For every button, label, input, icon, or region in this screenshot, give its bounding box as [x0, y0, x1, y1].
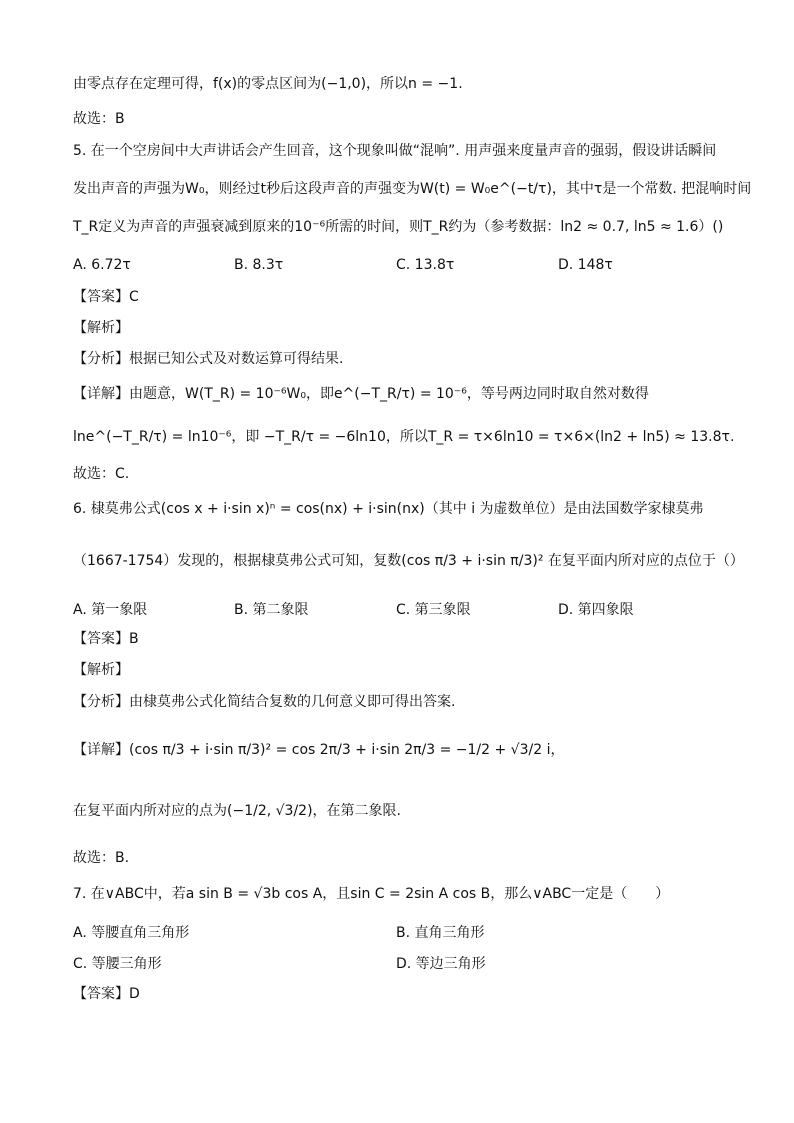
q7-option-d: D. 等边三角形	[396, 956, 486, 972]
q5-option-d: D. 148τ	[558, 257, 613, 273]
q5-detail-2: lne^(−T_R/τ) = ln10⁻⁶，即 −T_R/τ = −6ln10，所以T_R = τ×6ln10 = τ×6×(ln2 + ln5) ≈ 13.8τ.	[73, 429, 735, 445]
q6-option-d: D. 第四象限	[558, 602, 634, 618]
q6-detail: 【详解】(cos π/3 + i·sin π/3)² = cos 2π/3 + i·sin 2π/3 = −1/2 + √3/2 i，	[73, 742, 565, 758]
q6-point: 在复平面内所对应的点为(−1/2, √3/2)，在第二象限.	[73, 803, 401, 819]
line-select-b: 故选：B	[73, 111, 125, 127]
q7-answer: 【答案】D	[73, 986, 140, 1002]
q6-stem-1: 6. 棣莫弗公式(cos x + i·sin x)ⁿ = cos(nx) + i·sin(nx)（其中 i 为虚数单位）是由法国数学家棣莫弗	[73, 501, 704, 517]
q7-option-c: C. 等腰三角形	[73, 956, 162, 972]
q5-option-a: A. 6.72τ	[73, 257, 131, 273]
q5-option-c: C. 13.8τ	[396, 257, 455, 273]
q5-analysis-heading: 【解析】	[73, 320, 129, 336]
q5-detail: 【详解】由题意，W(T_R) = 10⁻⁶W₀，即e^(−T_R/τ) = 10⁻⁶，等号两边同时取自然对数得	[73, 386, 649, 402]
q5-analysis: 【分析】根据已知公式及对数运算可得结果.	[73, 351, 344, 367]
q6-option-b: B. 第二象限	[234, 602, 309, 618]
q7-option-b: B. 直角三角形	[396, 925, 485, 941]
q6-stem-2: （1667-1754）发现的，根据棣莫弗公式可知，复数(cos π/3 + i·sin π/3)² 在复平面内所对应的点位于（）	[73, 553, 744, 569]
q6-answer: 【答案】B	[73, 631, 139, 647]
q6-option-a: A. 第一象限	[73, 602, 148, 618]
line-zero-point: 由零点存在定理可得，f(x)的零点区间为(−1,0)，所以n = −1.	[73, 76, 463, 92]
q5-stem-1: 5. 在一个空房间中大声讲话会产生回音，这个现象叫做“混响”. 用声强来度量声音的强弱，假设讲话瞬间	[73, 143, 717, 159]
q7-option-a: A. 等腰直角三角形	[73, 925, 190, 941]
q7-stem: 7. 在∨ABC中，若a sin B = √3b cos A，且sin C = 2sin A cos B，那么∨ABC一定是（ ）	[73, 886, 670, 902]
q5-stem-3: T_R定义为声音的声强衰减到原来的10⁻⁶所需的时间，则T_R约为（参考数据：ln2 ≈ 0.7, ln5 ≈ 1.6）()	[73, 219, 724, 235]
q5-select: 故选：C.	[73, 466, 130, 482]
q6-option-c: C. 第三象限	[396, 602, 471, 618]
q5-stem-2: 发出声音的声强为W₀，则经过t秒后这段声音的声强变为W(t) = W₀e^(−t/τ)，其中τ是一个常数. 把混响时间	[73, 181, 752, 197]
q6-select: 故选：B.	[73, 850, 130, 866]
q5-answer: 【答案】C	[73, 289, 139, 305]
q6-analysis: 【分析】由棣莫弗公式化简结合复数的几何意义即可得出答案.	[73, 694, 456, 710]
q6-analysis-heading: 【解析】	[73, 662, 129, 678]
q5-option-b: B. 8.3τ	[234, 257, 284, 273]
